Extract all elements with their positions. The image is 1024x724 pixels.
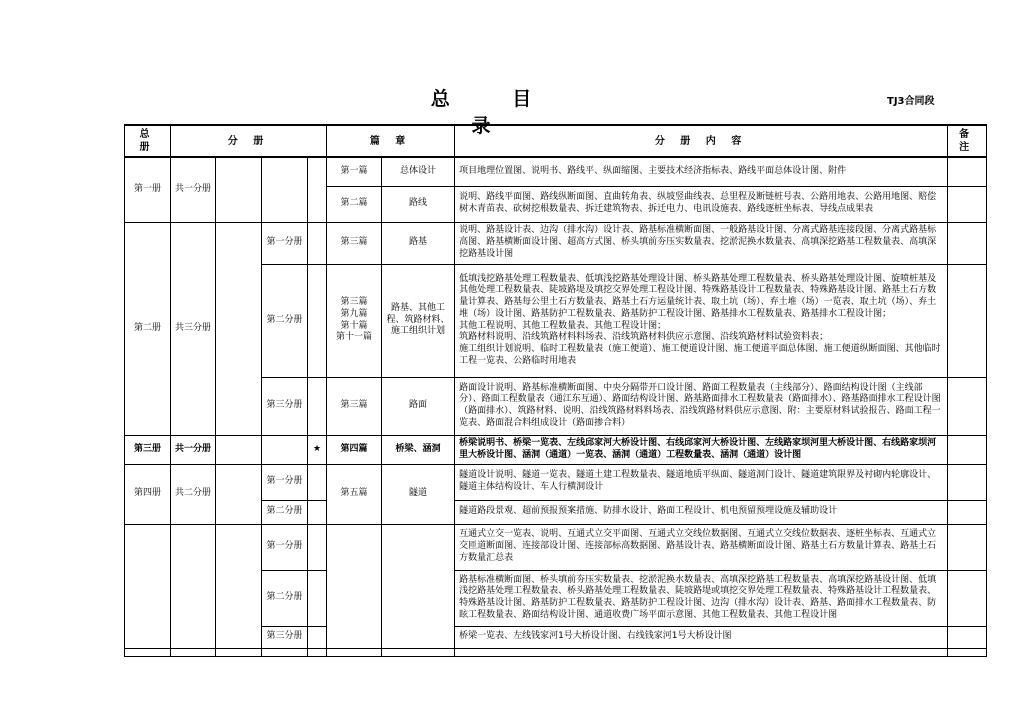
remarks-cell: [948, 186, 987, 222]
subvolume-name: 第三分册: [262, 377, 308, 435]
subvolume-name: 第一分册: [262, 464, 308, 500]
subvolume-cell: [216, 435, 262, 464]
subvolume-count-cell: [171, 524, 216, 648]
chapter-number: 第一篇: [327, 157, 382, 186]
subvolume-count-cell: 共一分册: [171, 435, 216, 464]
subvolume-count-cell: 共三分册: [171, 222, 216, 435]
mark-cell: [308, 264, 327, 377]
mark-cell: [308, 500, 327, 524]
subvolume-name: 第三分册: [262, 626, 308, 648]
content-cell: 说明、路线平面图、路线纵断面图、直曲转角表、纵坡竖曲线表、总里程及断链桩号表、公路用地表、公路用地图、赔偿树木青苗表、砍树挖根数量表、拆迁建筑物表、拆迁电力、电讯设施表、路线逐桩坐标表、导线点成果表: [455, 186, 948, 222]
volume-cell: 第一册: [125, 157, 171, 222]
table-row: [125, 222, 987, 264]
subvolume-name: 第二分册: [262, 264, 308, 377]
chapter-name: 路基、其他工程、筑路材料、施工组织计划: [382, 264, 455, 377]
table-row: [125, 157, 987, 186]
table-header: [125, 125, 987, 157]
remarks-cell: [948, 264, 987, 377]
subvolume-name: [262, 648, 308, 656]
volume-cell: 第二册: [125, 222, 171, 435]
remarks-cell: [948, 570, 987, 626]
chapter-number: 第三篇: [327, 222, 382, 264]
content-cell: 低填浅挖路基处理工程数量表、低填浅挖路基处理设计图、桥头路基处理工程数量表、桥头路基处理设计图、旋喷桩基及其他处理工程数量表、陡坡路堤及填挖交界处理工程设计图、特殊路基设计工程数量表、特殊路基设计图、路基土石方数量计算表、路基每公里土石方数量表、路基土石方运量统计表、取土坑（场）、弃土堆（场）一览表、取土坑（场）、弃土堆（场）设计图、路基防护工程数量表、路基防护工程设计图、路基排水工程数量表、路基排水工程设计图； 其他工程说明、其他工程数量表、其他工程设计图； 筑路材料说明、沿线筑路材料料场表、沿线筑路材料供应示意图、沿线筑路材料试验资料表； 施工组织计划说明、临时工程数量表（施工便道）、施工便道设计图、施工便道平面总体图、施工便道纵断面图、其他临时工程一览表、公路临时用地表: [455, 264, 948, 377]
chapter-number: [327, 524, 382, 648]
header-chapter: 篇 章: [327, 125, 455, 157]
content-cell: [455, 648, 948, 656]
subvolume-count-cell: 共一分册: [171, 157, 216, 222]
header-content: 分 册 内 容: [455, 125, 948, 157]
chapter-number: 第三篇 第九篇 第十篇 第十一篇: [327, 264, 382, 377]
mark-cell: [308, 626, 327, 648]
chapter-name: 路线: [382, 186, 455, 222]
mark-cell: [308, 222, 327, 264]
remarks-cell: [948, 435, 987, 464]
remarks-cell: [948, 222, 987, 264]
content-cell: 隧道路段景观、超前预报预案措施、防排水设计、路面工程设计、机电预留预埋设施及辅助设计: [455, 500, 948, 524]
subvolume-name: 第二分册: [262, 500, 308, 524]
mark-cell: [308, 570, 327, 626]
remarks-cell: [948, 157, 987, 186]
remarks-cell: [948, 500, 987, 524]
remarks-cell: [948, 377, 987, 435]
chapter-number: 第四篇: [327, 435, 382, 464]
subvolume-count-cell: 共二分册: [171, 464, 216, 524]
table-row: [125, 435, 987, 464]
contract-section-label: TJ3合同段: [887, 96, 935, 107]
content-cell: 说明、路基设计表、边沟（排水沟）设计表、路基标准横断面图、一般路基设计图、分离式路基连接段图、分离式路基标高图、路基横断面设计图、超高方式图、桥头填前夯压实数量表、挖淤泥换水数量表、高填深挖路基工程数量表、高填深挖路基设计图: [455, 222, 948, 264]
remarks-cell: [948, 648, 987, 656]
remarks-cell: [948, 464, 987, 500]
subvolume-name: 第二分册: [262, 570, 308, 626]
subvolume-cell: [216, 464, 262, 524]
table-row: [125, 464, 987, 500]
chapter-number: 第五篇: [327, 464, 382, 524]
content-cell: 隧道设计说明、隧道一览表、隧道土建工程数量表、隧道地质平纵面、隧道洞门设计、隧道建筑限界及衬砌内轮廓设计、隧道主体结构设计、车人行横洞设计: [455, 464, 948, 500]
chapter-number: 第三篇: [327, 377, 382, 435]
header-subvolume: 分 册: [171, 125, 327, 157]
chapter-number: [327, 648, 382, 656]
mark-cell: [308, 157, 327, 222]
chapter-name: 总体设计: [382, 157, 455, 186]
content-cell: 桥梁说明书、桥梁一览表、左线邱家河大桥设计图、右线邱家河大桥设计图、左线路家坝河里大桥设计图、右线路家坝河里大桥设计图、涵洞（通道）一览表、涵洞（通道）工程数量表、涵洞（通道）设计图: [455, 435, 948, 464]
remarks-cell: [948, 626, 987, 648]
volume-cell: 第四册: [125, 464, 171, 524]
content-cell: 路面设计说明、路基标准横断面图、中央分隔带开口设计图、路面工程数量表（主线部分）、路面结构设计图（主线部分）、路面工程数量表（通江东互通）、路面结构设计图、路基路面排水工程数量表（路面排水）、路基路面排水工程设计图（路面排水）、筑路材料、说明、沿线筑路材料料场表、沿线筑路材料供应示意图、附：主要原材料试验报告、路面工程一览表、路面混合料组成设计（路面掺合料）: [455, 377, 948, 435]
subvolume-cell: [216, 524, 262, 648]
chapter-name: 桥梁、涵洞: [382, 435, 455, 464]
content-cell: 路基标准横断面图、桥头填前夯压实数量表、挖淤泥换水数量表、高填深挖路基工程数量表、高填深挖路基设计图、低填浅挖路基处理工程数量表、桥头路基处理工程数量表、陡坡路堤或填挖交界处理工程数量表、特殊路基设计工程数量表、特殊路基设计图、路基防护工程数量表、路基防护工程设计图、边沟（排水沟）设计表、路基、路面排水工程数量表、防眩工程数量表、路面结构设计图、通道收费广场平面示意图、其他工程数量表、其他工程设计图: [455, 570, 948, 626]
content-cell: 互通式立交一览表、说明、互通式立交平面图、互通式立交线位数据图、互通式立交线位数据表、逐桩坐标表、互通式立交匝道断面图、连接部设计图、连接部标高数据图、路基设计表、路基横断面设计图、路基土石方数量计算表、路基土石方数量汇总表: [455, 524, 948, 570]
chapter-number: 第二篇: [327, 186, 382, 222]
chapter-name: [382, 648, 455, 656]
volume-cell: 第三册: [125, 435, 171, 464]
subvolume-cell: [216, 648, 262, 656]
chapter-name: 隧道: [382, 464, 455, 524]
mark-cell: [308, 464, 327, 500]
volume-cell: [125, 648, 171, 656]
page-title: 总 目 录: [430, 88, 560, 137]
star-icon: ★: [308, 435, 327, 464]
subvolume-cell: [262, 157, 308, 222]
chapter-name: 路基: [382, 222, 455, 264]
volume-cell: [125, 524, 171, 648]
header-volume: 总 册: [125, 125, 171, 157]
subvolume-count-cell: [171, 648, 216, 656]
chapter-name: 路面: [382, 377, 455, 435]
subvolume-cell: [262, 435, 308, 464]
subvolume-name: 第一分册: [262, 524, 308, 570]
table-row: [125, 648, 987, 656]
content-cell: 桥梁一览表、左线钱家河1号大桥设计图、右线钱家河1号大桥设计图: [455, 626, 948, 648]
subvolume-name: 第一分册: [262, 222, 308, 264]
content-cell: 项目地理位置图、说明书、路线平、纵面缩图、主要技术经济指标表、路线平面总体设计图、附件: [455, 157, 948, 186]
header-remarks: 备注: [948, 125, 987, 157]
mark-cell: [308, 524, 327, 570]
remarks-cell: [948, 524, 987, 570]
toc-table: [124, 124, 987, 657]
subvolume-cell: [216, 222, 262, 435]
mark-cell: [308, 377, 327, 435]
chapter-name: [382, 524, 455, 648]
table-row: [125, 524, 987, 570]
subvolume-cell: [216, 157, 262, 222]
mark-cell: [308, 648, 327, 656]
